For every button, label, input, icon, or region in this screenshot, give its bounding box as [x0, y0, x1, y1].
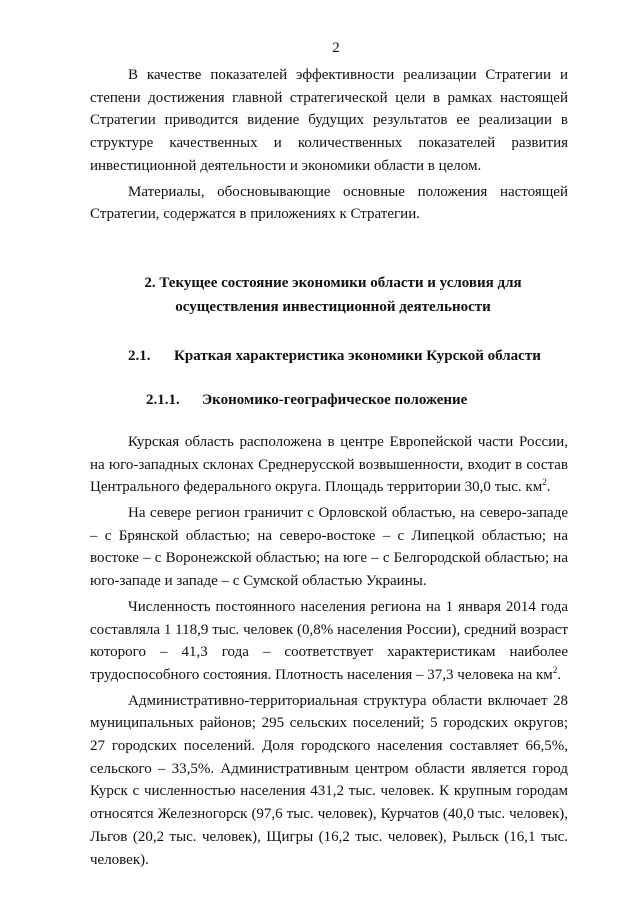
- document-page: [90, 38, 568, 871]
- section-number: 2.: [144, 274, 156, 291]
- subsubsection-heading-2-1-1: [90, 389, 568, 411]
- superscript: 2: [542, 477, 547, 488]
- subsection-number: 2.1.: [128, 347, 151, 364]
- section-heading-2: [90, 271, 568, 319]
- subsection-heading-2-1: [90, 345, 568, 367]
- body-paragraph-4: Административно-территориальная структура области включает 28 муниципальных районов; 295 сельских поселений; 5 городских округов; 27 городских поселений. Доля городского населения составляет 66,5%, сельского – 33,5%. Административным центром области является город Курск с численностью населения 431,2 тыс. человек. К крупным городам относятся Железногорск (97,6 тыс. человек), Курчатов (40,0 тыс. человек), Льгов (20,2 тыс. человек), Щигры (16,2 тыс. человек), Рыльск (16,1 тыс. человек).: [90, 692, 568, 868]
- punctuation: .: [557, 666, 562, 683]
- superscript: 2: [552, 664, 558, 675]
- body-paragraph-1: [90, 431, 568, 499]
- section-title: Текущее состояние экономики области и условия для осуществления инвестиционной деятельности: [159, 274, 522, 315]
- body-paragraph-2: На севере регион граничит с Орловской областью, на северо-западе – с Брянской областью; на северо-востоке – с Липецкой областью; на востоке – с Воронежской областью; на юге – с Белгородской областью; на юго-западе и западе – с Сумской областью Украины.: [90, 505, 568, 590]
- page-number: 2: [332, 40, 340, 56]
- body-paragraph-3: [90, 596, 568, 687]
- body-paragraph-3-text: Численность постоянного населения региона на 1 января 2014 года составляла 1 118,9 тыс. человек (0,8% населения России), средний возраст которого – 41,3 года – соответствует характеристикам наиболее трудоспособного состояния. Плотность населения – 37,3 человека на км: [90, 598, 568, 683]
- subsubsection-title: Экономико-географическое положение: [202, 391, 468, 408]
- subsubsection-number: 2.1.1.: [146, 391, 180, 408]
- punctuation: .: [546, 479, 551, 496]
- intro-paragraph-2: Материалы, обосновывающие основные положения настоящей Стратегии, содержатся в приложениях к Стратегии.: [90, 183, 568, 223]
- body-paragraph-1-text: Курская область расположена в центре Европейской части России, на юго-западных склонах Среднерусской возвышенности, входит в состав Центрального федерального округа. Площадь территории 30,0 тыс. км: [90, 433, 568, 496]
- subsection-title: Краткая характеристика экономики Курской области: [174, 347, 541, 364]
- intro-paragraph-1: В качестве показателей эффективности реализации Стратегии и степени достижения главной стратегической цели в рамках настоящей Стратегии приводится видение будущих результатов ее реализации в структуре качественных и количественных показателей развития инвестиционной деятельности и экономики области в целом.: [90, 67, 568, 174]
